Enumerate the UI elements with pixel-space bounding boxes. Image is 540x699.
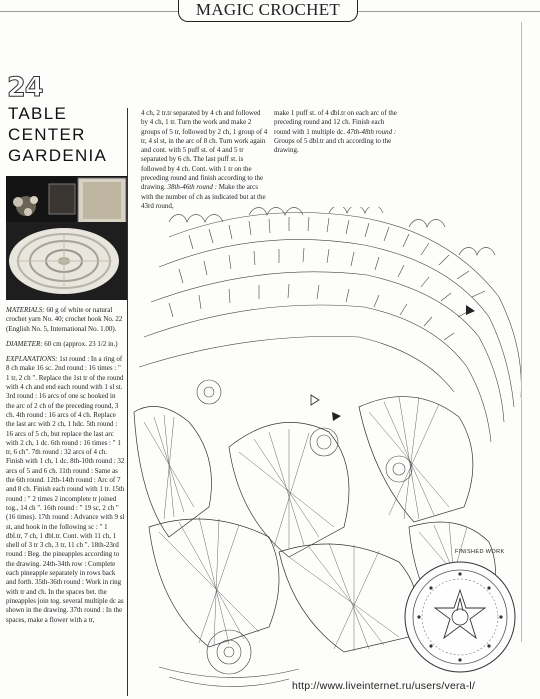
col2-text: 4 ch, 2 tr.tr separated by 4 ch and followed by 4 ch, 1 tr. Turn the work and make 2 groups of 5 tr, followed by 2 ch, 1 group of 4 tr, 4 sl st, in the arc of 8 ch. Turn work again and cont. with 5 puff st. of 4 and 5 tr separated by 6 ch. The last puff st. is followed by 4 ch. Cont. with 1 tr on the preceding round and finish according to the drawing. xyxy=(141,109,268,192)
pattern-title xyxy=(8,103,107,166)
materials-text: 60 g of white or natural crochet yarn No. 40; crochet hook No. 22 (English No. 5, International No. 1.00). xyxy=(6,306,123,333)
explanations-label: EXPLANATIONS: xyxy=(6,355,58,364)
title-line: CENTER xyxy=(8,125,86,144)
right-rule xyxy=(521,22,522,642)
col3-text: make 1 puff st. of 4 dbl.tr on each arc of the preceding round and 12 ch. Finish each round with 1 multiple dc. xyxy=(274,109,397,136)
instructions-column-3 xyxy=(274,109,398,155)
title-line: TABLE xyxy=(8,104,68,123)
doily-photo xyxy=(6,176,127,300)
masthead-title: MAGIC CROCHET xyxy=(178,0,358,22)
source-url: http://www.liveinternet.ru/users/vera-l/ xyxy=(292,680,476,692)
col2-tail-text: Make the arcs with the number of ch as indicated but at the 43rd round, xyxy=(141,183,266,210)
instructions-column-2 xyxy=(141,109,269,211)
explanations-text: 1st round : In a ring of 8 ch make 16 sc. 2nd round : 16 times : " 1 tr, 2 ch ". Replace the 1st tr of the round with 4 ch and end each round with 1 sl st. 3rd round : 16 arcs of one sc hooked in the arc of 2 ch of the preceding round, 3 ch. 4th round : 16 arcs of 4 ch. Replace the last arc with 2 ch, 1 hdc. 5th round : 16 arcs of 5 ch, but replace the last arc with 2 ch, 1 dc. 6th round : 16 times : " 1 tr, 6 ch". 7th round : 32 arcs of 4 ch. Finish with 1 ch, 1 dc. 8th-10th round : 32 arcs of 5 and 6 ch. 11th round : Same as the 6th round. 12th-14th round : Arc of 7 and 8 ch. Finish each round with 1 tr. 15th round : " 2 times 2 incomplete tr joined tog., 14 ch ". 16th round : " 19 sc, 2 ch " (16 times). 17th round : Advance with 9 sl st, and hook in the following sc : " 1 dbl.tr, 7 ch, 1 dbl.tr. Cont. with 11 ch, 1 shell of 3 tr 3 ch, 3 tr, 11 ch ". 18th-23rd round : Beg. the pineapples according to the drawing. 24th-34th row : Complete each pineapple separately in rows back and forth. 35th-36th round : Work in ring with tr and ch. In the spaces bet. the pineapples join tog. several multiple dc as shown in the drawing. 37th round : In the spaces, make a flower with a tr, xyxy=(6,355,125,624)
finished-work-label: FINISHED WORK xyxy=(455,549,505,555)
pattern-number: 24 xyxy=(7,72,43,103)
materials-label: MATERIALS: xyxy=(6,306,45,314)
column-divider xyxy=(127,108,128,696)
diameter-text: 60 cm (approx. 23 1/2 in.) xyxy=(44,339,118,348)
col2-round-label: 38th-46th round : xyxy=(167,183,217,192)
title-line: GARDENIA xyxy=(8,146,108,165)
col3-tail-text: Groups of 5 dbl.tr and ch according to the drawing. xyxy=(274,136,392,155)
diameter-label: DIAMETER: xyxy=(6,339,43,348)
col3-round-label: 47th-48th round : xyxy=(346,127,397,136)
instructions-column-1 xyxy=(6,306,125,631)
finished-work-thumbnail xyxy=(403,558,518,676)
